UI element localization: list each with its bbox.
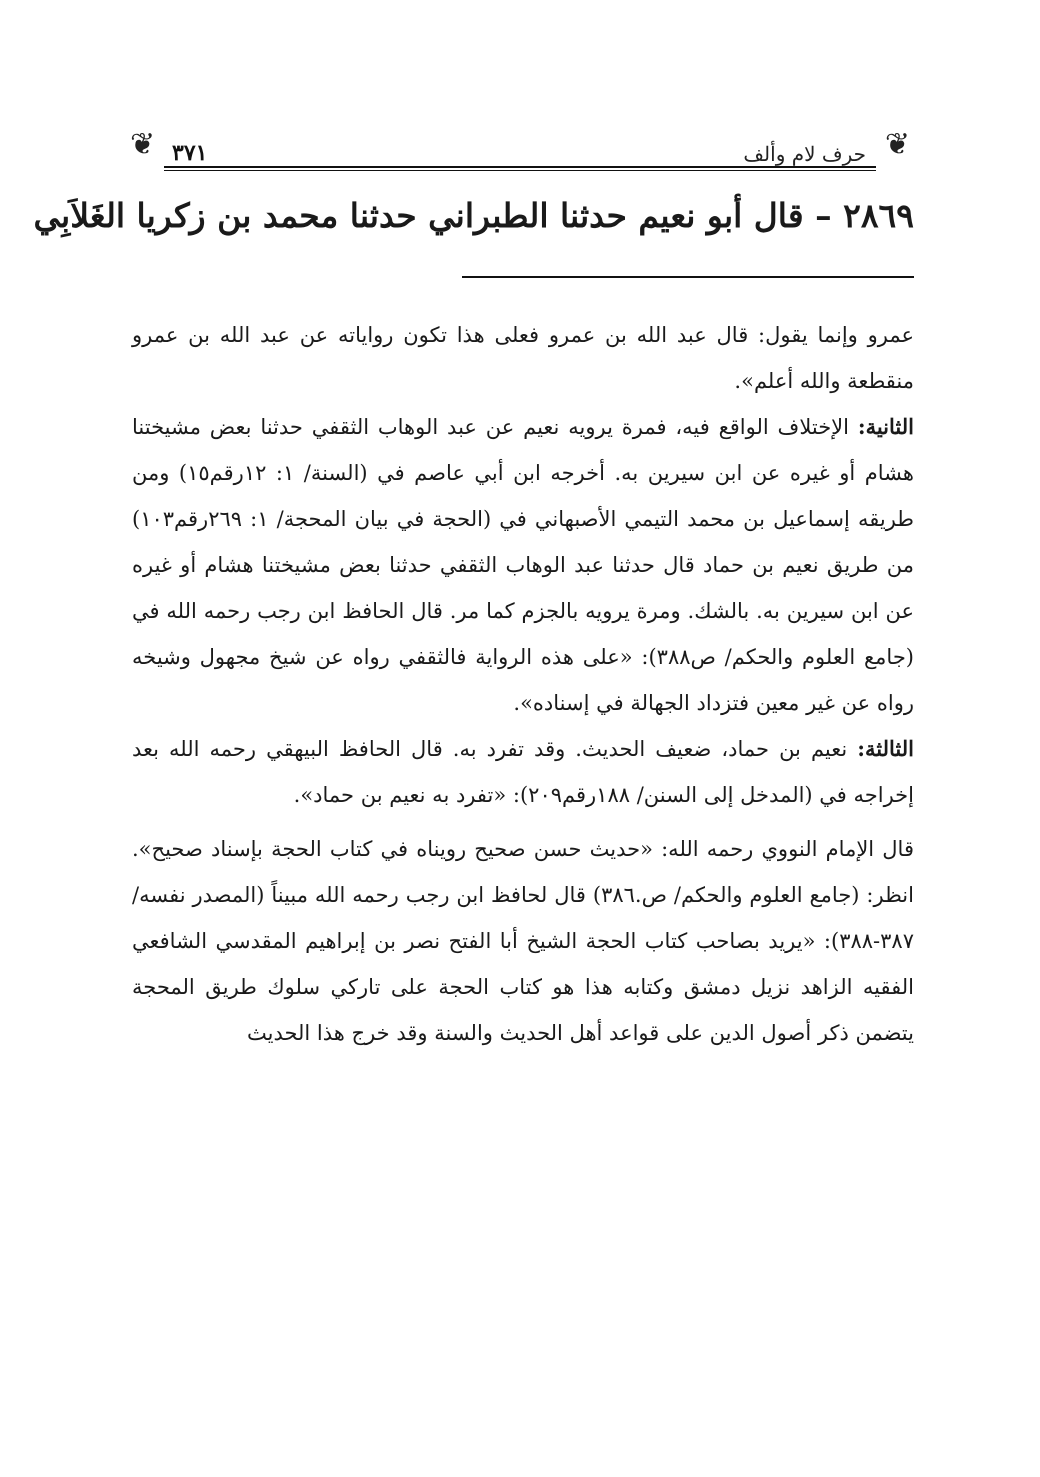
footnote-paragraph: [132, 404, 914, 726]
footnote-separator: [462, 276, 914, 278]
header-rule: [164, 166, 876, 171]
point-label: الثانية:: [857, 414, 914, 439]
section-title: حرف لام وألف: [743, 142, 866, 166]
footnote-paragraph: [132, 726, 914, 818]
point-label: الثالثة:: [857, 736, 914, 761]
footnote-paragraph: [132, 826, 914, 1056]
footnote-text: عمرو وإنما يقول: قال عبد الله بن عمرو فعلى هذا تكون رواياته عن عبد الله بن عمرو منقطعة والله أعلم».: [132, 323, 914, 393]
footnote-paragraph: [132, 312, 914, 404]
footnote-text: قال الإمام النووي رحمه الله: «حديث حسن صحيح رويناه في كتاب الحجة بإسناد صحيح». انظر: (جامع العلوم والحكم/ ص.٣٨٦) قال لحافظ ابن رجب رحمه الله مبيناً (المصدر نفسه/ ٣٨٧-٣٨٨): «يريد بصاحب كتاب الحجة الشيخ أبا الفتح نصر بن إبراهيم المقدسي الشافعي الفقيه الزاهد نزيل دمشق وكتابه هذا هو كتاب الحجة على تاركي سلوك طريق المحجة يتضمن ذكر أصول الدين على قواعد أهل الحديث والسنة وقد خرج هذا الحديث: [132, 837, 914, 1045]
footnote-body: [132, 312, 914, 1056]
running-header: [128, 128, 912, 174]
footnote-text: نعيم بن حماد، ضعيف الحديث. وقد تفرد به. قال الحافظ البيهقي رحمه الله بعد إخراجه في (المدخل إلى السنن/ ١٨٨رقم٢٠٩): «تفرد به نعيم بن حماد».: [132, 737, 914, 807]
page-number: ٣٧١: [172, 140, 208, 166]
ornament-right-icon: ❦: [884, 127, 910, 162]
ornament-left-icon: ❦: [130, 127, 156, 162]
hadith-heading: ٢٨٦٩ – قال أبو نعيم حدثنا الطبراني حدثنا محمد بن زكريا الغَلاَبِي: [33, 196, 914, 235]
footnote-text: الإختلاف الواقع فيه، فمرة يرويه نعيم عن عبد الوهاب الثقفي حدثنا بعض مشيختنا هشام أو غيره عن ابن سيرين به. أخرجه ابن أبي عاصم في (السنة/ ١: ١٢رقم١٥) ومن طريقه إسماعيل بن محمد التيمي الأصبهاني في (الحجة في بيان المحجة/ ١: ٢٦٩رقم١٠٣) من طريق نعيم بن حماد قال حدثنا عبد الوهاب الثقفي حدثنا بعض مشيختنا هشام أو غيره عن ابن سيرين به. بالشك. ومرة يرويه بالجزم كما مر. قال الحافظ ابن رجب رحمه الله في (جامع العلوم والحكم/ ص٣٨٨): «على هذه الرواية فالثقفي رواه عن شيخ مجهول وشيخه رواه عن غير معين فتزداد الجهالة في إسناده».: [132, 415, 914, 715]
